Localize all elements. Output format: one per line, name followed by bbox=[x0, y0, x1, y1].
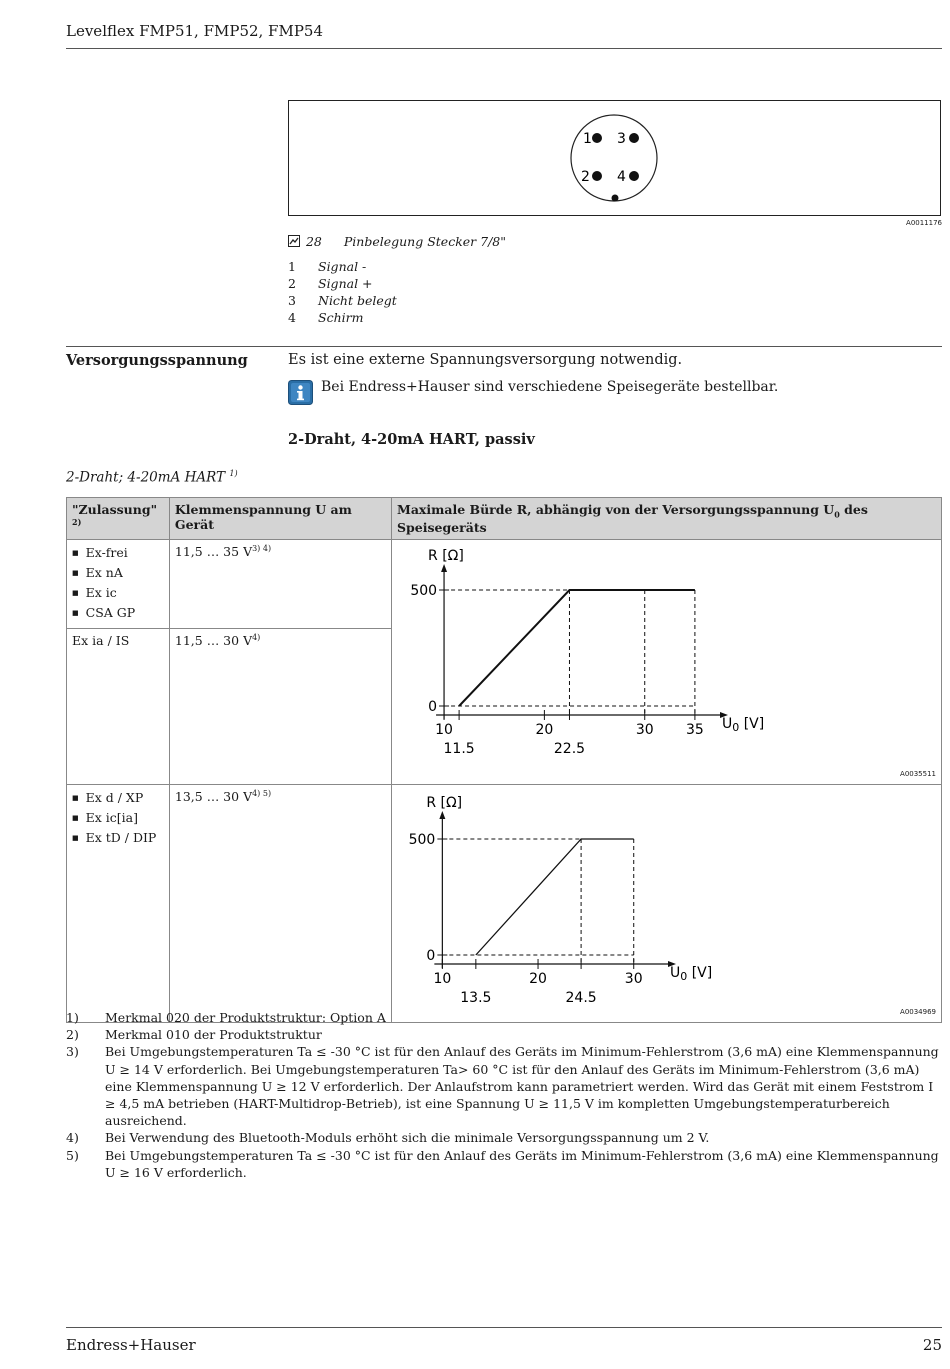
y-axis-arrow bbox=[441, 564, 447, 572]
header-load: Maximale Bürde R, abhängig von der Versorgungsspannung $U_0$ des Speisegeräts bbox=[391, 498, 941, 540]
approval-cell: Ex ia / IS bbox=[67, 628, 170, 784]
x-tick-label: 20 bbox=[529, 970, 547, 987]
voltage-cell: 11,5 … 35 $V^{3) 4)}$ bbox=[169, 539, 391, 628]
load-chart-cell bbox=[391, 784, 941, 1022]
approval-item: ■ Ex-frei bbox=[72, 544, 164, 564]
x-tick-label: 10 bbox=[433, 970, 452, 987]
chart-id: A0034969 bbox=[900, 1007, 936, 1016]
x-mark-label: 11.5 bbox=[443, 740, 475, 757]
pin-label: 1 bbox=[583, 131, 592, 147]
footer-rule bbox=[66, 1327, 942, 1328]
x-mark-label: 24.5 bbox=[565, 989, 597, 1006]
approval-item: ■ Ex d / XP bbox=[72, 789, 164, 809]
info-icon bbox=[288, 380, 313, 405]
figure-caption-text: Pinbelegung Stecker 7/8" bbox=[343, 234, 506, 249]
table-row bbox=[67, 784, 942, 1022]
figure-caption bbox=[288, 234, 506, 249]
load-chart-1 bbox=[392, 540, 941, 774]
footnotes bbox=[66, 1009, 942, 1181]
info-text: Bei Endress+Hauser sind verschiedene Speisegeräte bestellbar. bbox=[321, 379, 779, 395]
pin-legend-item: 2 Signal + bbox=[288, 276, 373, 291]
section-heading: Versorgungsspannung bbox=[66, 352, 248, 369]
table-header-row bbox=[67, 498, 942, 540]
y-tick-label: 500 bbox=[410, 582, 438, 599]
pin-legend-item: 1 Signal - bbox=[288, 259, 367, 274]
approval-item: ■ Ex ic[ia] bbox=[72, 809, 164, 829]
table-caption: 2-Draht; 4-20mA HART $^{1)}$ bbox=[66, 469, 238, 486]
header-approval: "Zulassung" $^{2)}$ bbox=[67, 498, 170, 540]
table-row bbox=[67, 539, 942, 628]
x-tick-label: 30 bbox=[635, 721, 654, 738]
voltage-table bbox=[66, 497, 942, 1023]
approval-item: ■ Ex ic bbox=[72, 584, 164, 604]
approval-cell bbox=[67, 784, 170, 1022]
footnote: 3) Bei Umgebungstemperaturen Ta ≤ -30 °C ist für den Anlauf des Geräts im Minimum-Fehlerstrom (3,6 mA) eine Klemmenspannung U ≥ 14 V erforderlich. Bei Umgebungstemperaturen Ta> 60 °C ist für den Anlauf des Geräts im Minimum-Fehlerstrom (3,6 mA) eine Klemmenspannung U ≥ 12 V erforderlich. Der Anlaufstrom kann parametriert werden. Wird das Gerät mit einem Feststrom I ≥ 4,5 mA betrieben (HART-Multidrop-Betrieb), ist eine Spannung U ≥ 11,5 V im kompletten Umgebungstemperaturbereich ausreichend. bbox=[66, 1044, 939, 1129]
connector-drawing bbox=[289, 101, 940, 215]
x-tick-label: 35 bbox=[685, 721, 704, 738]
y-axis-label: R [Ω] bbox=[426, 794, 463, 811]
pin-legend-item: 4 Schirm bbox=[288, 310, 364, 325]
x-mark-label: 13.5 bbox=[460, 989, 492, 1006]
supply-text: Es ist eine externe Spannungsversorgung notwendig. bbox=[288, 352, 683, 368]
y-tick-label: 0 bbox=[428, 698, 438, 715]
y-axis-arrow bbox=[439, 811, 445, 819]
footnote: 5) Bei Umgebungstemperaturen Ta ≤ -30 °C ist für den Anlauf des Geräts im Minimum-Fehlerstrom (3,6 mA) eine Klemmenspannung U ≥ 16 V erforderlich. bbox=[66, 1147, 939, 1180]
x-axis-label: $U_0$ [V] bbox=[721, 715, 765, 734]
figure-id: A0011176 bbox=[906, 219, 942, 227]
approval-item: ■ Ex tD / DIP bbox=[72, 829, 164, 849]
y-axis-label: R [Ω] bbox=[428, 547, 464, 564]
subheading: 2-Draht, 4-20mA HART, passiv bbox=[288, 431, 535, 448]
voltage-cell: 11,5 … 30 $V^{4)}$ bbox=[169, 628, 391, 784]
running-header: Levelflex FMP51, FMP52, FMP54 bbox=[66, 22, 324, 40]
x-tick-label: 10 bbox=[435, 721, 453, 738]
figure-icon bbox=[288, 235, 300, 247]
pin-label: 2 bbox=[581, 169, 590, 185]
load-chart-cell bbox=[391, 539, 941, 784]
y-tick-label: 0 bbox=[426, 947, 436, 964]
approval-cell bbox=[67, 539, 170, 628]
x-tick-label: 30 bbox=[624, 970, 643, 987]
connector-figure bbox=[288, 100, 941, 216]
footnote: 4) Bei Verwendung des Bluetooth-Moduls erhöht sich die minimale Versorgungsspannung um 2 V. bbox=[66, 1130, 710, 1146]
header-voltage: Klemmenspannung U am Gerät bbox=[169, 498, 391, 540]
x-mark-label: 22.5 bbox=[553, 740, 586, 757]
y-tick-label: 500 bbox=[408, 831, 436, 848]
approval-item: ■ CSA GP bbox=[72, 604, 164, 624]
chart-id: A0035511 bbox=[900, 769, 936, 778]
load-line bbox=[476, 839, 634, 955]
pin-legend-item: 3 Nicht belegt bbox=[288, 293, 397, 308]
pin-label: 3 bbox=[617, 131, 626, 147]
footer-brand: Endress+Hauser bbox=[66, 1336, 196, 1354]
load-line bbox=[459, 590, 695, 706]
voltage-cell: 13,5 … 30 $V^{4) 5)}$ bbox=[169, 784, 391, 1022]
pin-label: 4 bbox=[617, 169, 626, 185]
x-tick-label: 20 bbox=[535, 721, 554, 738]
x-axis-label: $U_0$ [V] bbox=[669, 964, 713, 983]
load-chart-2 bbox=[392, 785, 941, 1019]
footnote: 1) Merkmal 020 der Produktstruktur: Option A bbox=[66, 1010, 386, 1025]
approval-item: ■ Ex nA bbox=[72, 564, 164, 584]
footnote: 2) Merkmal 010 der Produktstruktur bbox=[66, 1027, 322, 1043]
page-number: 25 bbox=[922, 1336, 942, 1354]
section-rule bbox=[66, 346, 942, 347]
figure-number: 28 bbox=[305, 234, 322, 249]
header-rule bbox=[66, 48, 942, 49]
